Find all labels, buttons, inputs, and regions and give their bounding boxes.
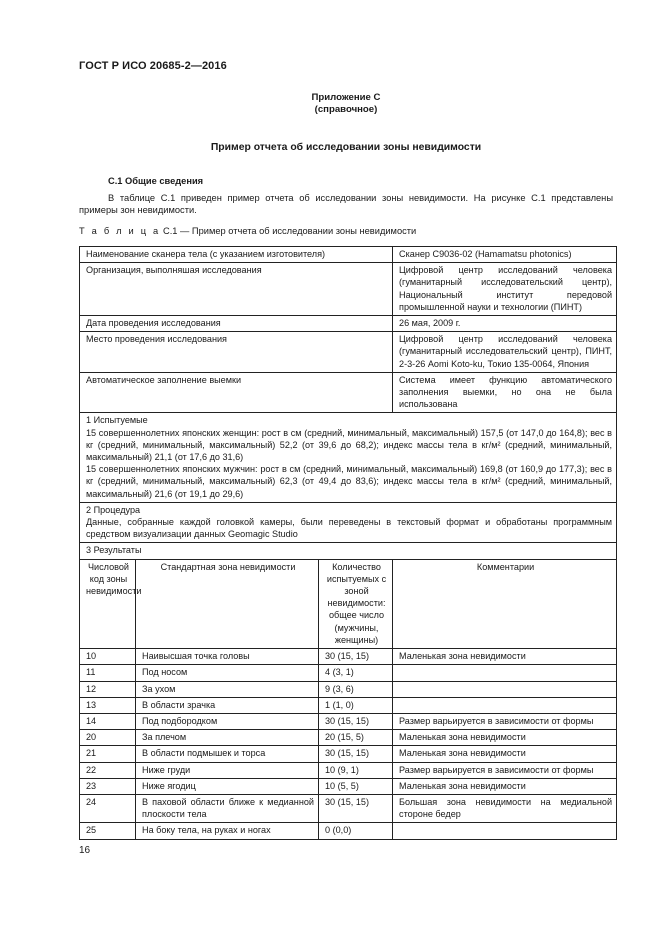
zone-comment (393, 823, 617, 839)
info-row (80, 263, 617, 316)
column-header-count: Количество испытуемых с зоной невидимости: общее число (мужчины, женщины) (319, 559, 393, 648)
subjects-men: 15 совершеннолетних японских мужчин: рост в см (средний, минимальный, максимальный) 169,8 (от 160,9 до 177,3); вес в кг (средний, минимальный, максимальный) 62,3 (от 49,4 до 83,6); индекс массы тела в кг/м² (средний, минимальный, максимальный) 21,6 (от 19,1 до 29,6) (86, 464, 613, 499)
table-row (80, 713, 617, 729)
intro-paragraph: В таблице С.1 приведен пример отчета об исследовании зоны невидимости. На рисунке С.1 представлены примеры зон невидимости. (79, 193, 613, 216)
info-row (80, 316, 617, 332)
zone-name: Ниже ягодиц (136, 778, 319, 794)
zone-count: 30 (15, 15) (319, 713, 393, 729)
zone-name: Под носом (136, 665, 319, 681)
table-row (80, 794, 617, 822)
zone-comment: Размер варьируется в зависимости от формы (393, 713, 617, 729)
table-row (80, 778, 617, 794)
procedure-cell (80, 502, 617, 543)
report-table (79, 246, 617, 840)
section-title: С.1 Общие сведения (108, 176, 204, 186)
zone-count: 0 (0,0) (319, 823, 393, 839)
info-label: Место проведения исследования (80, 332, 393, 373)
zone-count: 20 (15, 5) (319, 730, 393, 746)
procedure-heading: 2 Процедура (86, 504, 141, 515)
zone-code: 24 (80, 794, 136, 822)
results-heading-row (80, 543, 617, 559)
zone-comment (393, 681, 617, 697)
annex-subtitle: (справочное) (314, 104, 378, 115)
info-value: Сканер C9036-02 (Hamamatsu photonics) (393, 247, 617, 263)
zone-count: 10 (9, 1) (319, 762, 393, 778)
zone-count: 30 (15, 15) (319, 649, 393, 665)
zone-name: На боку тела, на руках и ногах (136, 823, 319, 839)
column-header-comment: Комментарии (393, 559, 617, 648)
subjects-row (80, 413, 617, 502)
zone-code: 10 (80, 649, 136, 665)
zone-comment (393, 665, 617, 681)
zone-comment: Маленькая зона невидимости (393, 649, 617, 665)
table-row (80, 681, 617, 697)
zone-code: 22 (80, 762, 136, 778)
zone-name: Под подбородком (136, 713, 319, 729)
procedure-text: Данные, собранные каждой головкой камеры, были переведены в текстовый формат и обработаны программным средством визуализации данных Geomagic Studio (86, 517, 613, 540)
annex-title: Приложение С (311, 92, 381, 103)
subjects-cell (80, 413, 617, 502)
info-label: Дата проведения исследования (80, 316, 393, 332)
column-header-code: Числовой код зоны невидимости (80, 559, 136, 648)
zone-code: 20 (80, 730, 136, 746)
info-row (80, 372, 617, 413)
info-label: Наименование сканера тела (с указанием изготовителя) (80, 247, 393, 263)
zone-count: 30 (15, 15) (319, 794, 393, 822)
table-caption-label: Т а б л и ц а (79, 226, 161, 236)
zone-count: 30 (15, 15) (319, 746, 393, 762)
zone-comment: Размер варьируется в зависимости от формы (393, 762, 617, 778)
table-row (80, 697, 617, 713)
table-row (80, 762, 617, 778)
results-header-row (80, 559, 617, 648)
info-value: Цифровой центр исследований человека (гуманитарный исследовательский центр), Национальный институт передовой промышленной науки и технологии (ПИНТ) (393, 263, 617, 316)
results-heading: 3 Результаты (80, 543, 617, 559)
subjects-women: 15 совершеннолетних японских женщин: рост в см (средний, минимальный, максимальный) 157,5 (от 147,0 до 164,8); вес в кг (средний, минимальный, максимальный) 52,2 (от 39,6 до 68,2); индекс массы тела в кг/м² (средний, минимальный, максимальный) 21,1 (от 17,6 до 31,6) (86, 427, 613, 463)
column-header-zone: Стандартная зона невидимости (136, 559, 319, 648)
zone-name: В области зрачка (136, 697, 319, 713)
zone-code: 23 (80, 778, 136, 794)
page-number: 16 (79, 845, 91, 856)
zone-count: 10 (5, 5) (319, 778, 393, 794)
zone-comment (393, 697, 617, 713)
info-value: 26 мая, 2009 г. (393, 316, 617, 332)
info-value: Цифровой центр исследований человека (гуманитарный исследовательский центр), ПИНТ, 2-3-26 Aomi Koto-ku, Токио 135-0064, Япония (393, 332, 617, 373)
table-row (80, 730, 617, 746)
info-value: Система имеет функцию автоматического заполнения выемки, но она не была использована (393, 372, 617, 413)
table-row (80, 665, 617, 681)
zone-count: 4 (3, 1) (319, 665, 393, 681)
table-caption-text: С.1 — Пример отчета об исследовании зоны невидимости (162, 226, 417, 236)
zone-name: В области подмышек и торса (136, 746, 319, 762)
document-code: ГОСТ Р ИСО 20685-2—2016 (79, 60, 227, 72)
zone-code: 14 (80, 713, 136, 729)
zone-code: 12 (80, 681, 136, 697)
procedure-row (80, 502, 617, 543)
zone-name: Наивысшая точка головы (136, 649, 319, 665)
zone-name: Ниже груди (136, 762, 319, 778)
main-title: Пример отчета об исследовании зоны невидимости (210, 142, 482, 153)
table-row (80, 649, 617, 665)
zone-name: За ухом (136, 681, 319, 697)
info-row (80, 247, 617, 263)
info-label: Автоматическое заполнение выемки (80, 372, 393, 413)
zone-code: 25 (80, 823, 136, 839)
zone-comment: Маленькая зона невидимости (393, 730, 617, 746)
info-row (80, 332, 617, 373)
info-label: Организация, выполняшая исследования (80, 263, 393, 316)
zone-count: 9 (3, 6) (319, 681, 393, 697)
table-caption (79, 225, 416, 237)
zone-count: 1 (1, 0) (319, 697, 393, 713)
zone-code: 11 (80, 665, 136, 681)
zone-comment: Маленькая зона невидимости (393, 778, 617, 794)
table-row (80, 823, 617, 839)
table-row (80, 746, 617, 762)
subjects-heading: 1 Испытуемые (86, 415, 148, 426)
zone-code: 13 (80, 697, 136, 713)
zone-name: За плечом (136, 730, 319, 746)
zone-comment: Большая зона невидимости на медиальной стороне бедер (393, 794, 617, 822)
zone-code: 21 (80, 746, 136, 762)
zone-name: В паховой области ближе к медианной плоскости тела (136, 794, 319, 822)
zone-comment: Маленькая зона невидимости (393, 746, 617, 762)
